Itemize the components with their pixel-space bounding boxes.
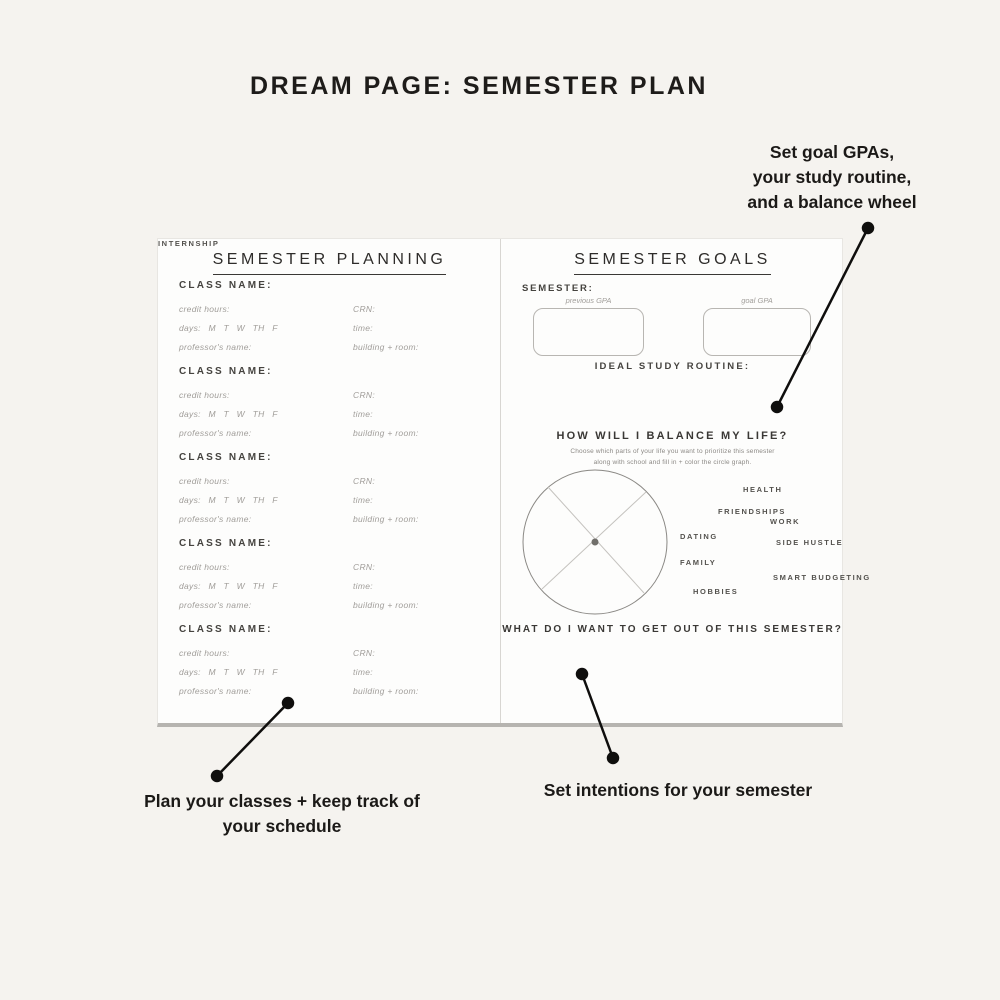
days-label: days: M T W TH F: [179, 494, 278, 505]
time-label: time:: [353, 580, 373, 591]
callout-text-intentions: [544, 778, 812, 803]
credit-hours-label: credit hours:: [179, 561, 230, 572]
previous-gpa-box: [533, 308, 644, 356]
wheel-category-label: FRIENDSHIPS: [718, 507, 787, 516]
days-label: days: M T W TH F: [179, 580, 278, 591]
building-room-label: building + room:: [353, 341, 419, 352]
balance-heading: HOW WILL I BALANCE MY LIFE?: [556, 430, 789, 442]
wheel-center-dot: [592, 539, 599, 546]
class-row: [179, 595, 484, 614]
building-room-label: building + room:: [353, 685, 419, 696]
semester-question: WHAT DO I WANT TO GET OUT OF THIS SEMESTER?: [502, 624, 843, 635]
professor-label: professor's name:: [179, 599, 252, 610]
time-label: time:: [353, 666, 373, 677]
class-name-label: CLASS NAME:: [179, 366, 273, 377]
class-block: [179, 280, 484, 356]
page-title: DREAM PAGE: SEMESTER PLAN: [250, 72, 708, 100]
previous-gpa-field: [533, 296, 644, 356]
class-row: [179, 662, 484, 681]
class-block: [179, 538, 484, 614]
wheel-circle: [523, 470, 667, 614]
crn-label: CRN:: [353, 647, 375, 658]
credit-hours-label: credit hours:: [179, 647, 230, 658]
crn-label: CRN:: [353, 303, 375, 314]
time-label: time:: [353, 408, 373, 419]
class-row: [179, 471, 484, 490]
class-block: [179, 624, 484, 700]
class-row: [179, 385, 484, 404]
wheel-category-label: SIDE HUSTLE: [776, 538, 844, 547]
class-name-label: CLASS NAME:: [179, 624, 273, 635]
days-label: days: M T W TH F: [179, 408, 278, 419]
goal-gpa-box: [703, 308, 811, 356]
class-row: [179, 299, 484, 318]
days-label: days: M T W TH F: [179, 322, 278, 333]
wheel-category-label: DATING: [680, 532, 718, 541]
class-name-label: CLASS NAME:: [179, 280, 273, 291]
goal-gpa-field: [703, 296, 811, 356]
class-row: [179, 681, 484, 700]
previous-gpa-label: previous GPA: [565, 296, 612, 305]
callout-line-text: Plan your classes + keep track of: [144, 791, 420, 811]
professor-label: professor's name:: [179, 427, 252, 438]
semester-label: SEMESTER:: [522, 283, 594, 294]
class-row: [179, 404, 484, 423]
professor-label: professor's name:: [179, 685, 252, 696]
credit-hours-label: credit hours:: [179, 475, 230, 486]
planner-spread: [157, 238, 871, 727]
wheel-category-label: INTERNSHIP: [158, 239, 220, 248]
callout-text-classes: [144, 789, 420, 839]
class-row: [179, 576, 484, 595]
professor-label: professor's name:: [179, 513, 252, 524]
building-room-label: building + room:: [353, 599, 419, 610]
wheel-category-label: HEALTH: [743, 485, 783, 494]
right-page-header: [501, 251, 844, 275]
class-blocks: [179, 280, 484, 710]
crn-label: CRN:: [353, 475, 375, 486]
credit-hours-label: credit hours:: [179, 303, 230, 314]
class-row: [179, 643, 484, 662]
class-row: [179, 490, 484, 509]
ideal-study-routine-label: IDEAL STUDY ROUTINE:: [594, 361, 751, 372]
days-label: days: M T W TH F: [179, 666, 278, 677]
class-row: [179, 337, 484, 356]
callout-line-text: your schedule: [222, 816, 342, 836]
callout-line-text: Set goal GPAs,: [769, 142, 895, 162]
class-name-label: CLASS NAME:: [179, 538, 273, 549]
professor-label: professor's name:: [179, 341, 252, 352]
class-row: [179, 423, 484, 442]
left-page-header: [158, 251, 501, 275]
callout-line-text: and a balance wheel: [747, 192, 917, 212]
building-room-label: building + room:: [353, 427, 419, 438]
crn-label: CRN:: [353, 389, 375, 400]
class-block: [179, 366, 484, 442]
class-row: [179, 557, 484, 576]
wheel-spoke: [542, 492, 646, 589]
time-label: time:: [353, 494, 373, 505]
callout-dot: [863, 223, 873, 233]
building-room-label: building + room:: [353, 513, 419, 524]
class-block: [179, 452, 484, 528]
callout-text-gpa: [747, 140, 916, 215]
class-row: [179, 509, 484, 528]
wheel-category-label: SMART BUDGETING: [773, 573, 871, 582]
page-divider: [500, 239, 501, 723]
callout-dot: [608, 753, 618, 763]
balance-subtext-line: Choose which parts of your life you want to prioritize this semester: [570, 448, 775, 455]
wheel-spoke: [548, 487, 644, 593]
class-row: [179, 318, 484, 337]
callout-line-text: Set intentions for your semester: [543, 780, 813, 800]
wheel-category-label: HOBBIES: [693, 587, 739, 596]
wheel-category-label: WORK: [770, 517, 801, 526]
left-page-header-text: SEMESTER PLANNING: [213, 251, 447, 275]
goal-gpa-label: goal GPA: [741, 296, 773, 305]
callout-dot: [212, 771, 222, 781]
balance-subtext-line: along with school and fill in + color the circle graph.: [593, 459, 752, 466]
time-label: time:: [353, 322, 373, 333]
crn-label: CRN:: [353, 561, 375, 572]
wheel-category-label: FAMILY: [680, 558, 717, 567]
callout-line-text: your study routine,: [752, 167, 912, 187]
credit-hours-label: credit hours:: [179, 389, 230, 400]
right-page-header-text: SEMESTER GOALS: [574, 251, 771, 275]
balance-subtext: [501, 446, 844, 468]
class-name-label: CLASS NAME:: [179, 452, 273, 463]
